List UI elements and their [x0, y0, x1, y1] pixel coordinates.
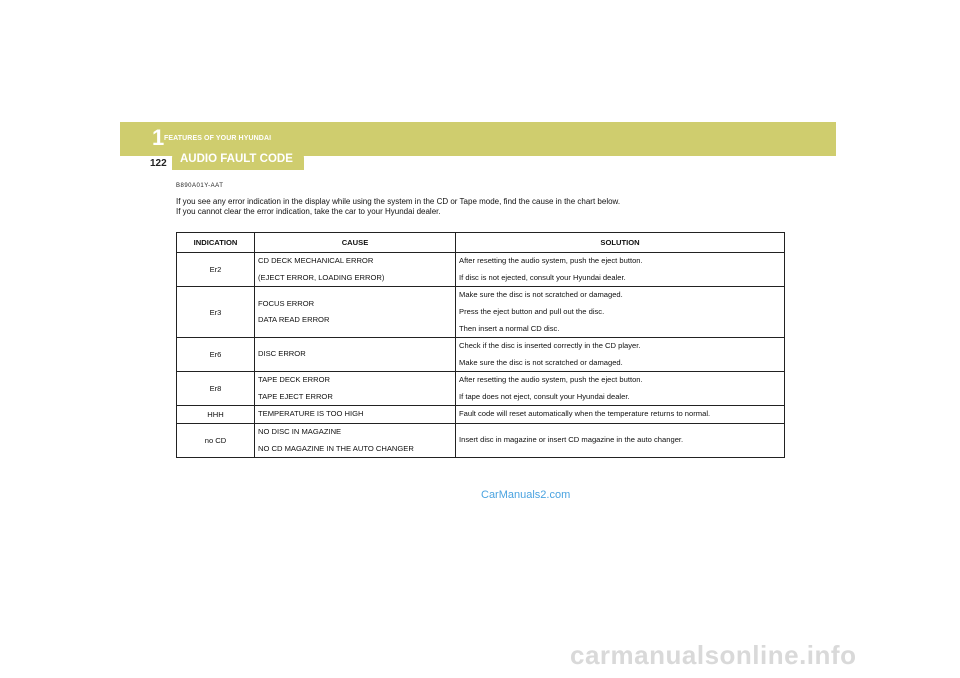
solution-cell [456, 372, 785, 406]
cause-cell [255, 253, 456, 287]
table-header-row [177, 233, 785, 253]
table-row [177, 423, 785, 457]
indication-cell: Er6 [177, 337, 255, 371]
table-row [177, 287, 785, 338]
solution-line: Check if the disc is inserted correctly in the CD player. [459, 341, 641, 351]
indication-cell: Er3 [177, 287, 255, 338]
cause-line: DATA READ ERROR [258, 315, 330, 325]
indication-cell: no CD [177, 423, 255, 457]
fault-code-table [176, 232, 785, 458]
solution-line: Then insert a normal CD disc. [459, 323, 560, 333]
cause-line: FOCUS ERROR [258, 298, 315, 308]
footer-brand-watermark: carmanualsonline.info [570, 640, 857, 670]
table-row [177, 406, 785, 424]
table-row [177, 253, 785, 287]
solution-line: Make sure the disc is not scratched or damaged. [459, 357, 623, 367]
cause-cell [255, 287, 456, 338]
intro-text [176, 197, 620, 217]
solution-line: Fault code will reset automatically when the temperature returns to normal. [459, 409, 711, 419]
solution-cell [456, 406, 785, 424]
intro-line: If you cannot clear the error indication, take the car to your Hyundai dealer. [176, 207, 441, 216]
cause-line: DISC ERROR [258, 349, 306, 359]
solution-line: If disc is not ejected, consult your Hyundai dealer. [459, 272, 626, 282]
cause-cell [255, 337, 456, 371]
indication-cell: Er2 [177, 253, 255, 287]
header-cause: CAUSE [255, 233, 456, 253]
solution-line: Insert disc in magazine or insert CD magazine in the auto changer. [459, 435, 684, 445]
document-code: B890A01Y-AAT [176, 183, 224, 189]
chapter-number: 1 [152, 125, 165, 150]
cause-cell [255, 406, 456, 424]
table-row [177, 372, 785, 406]
page-number: 122 [150, 158, 167, 169]
solution-cell [456, 287, 785, 338]
solution-cell [456, 253, 785, 287]
cause-line: TAPE EJECT ERROR [258, 391, 333, 401]
solution-line: If tape does not eject, consult your Hyundai dealer. [459, 391, 630, 401]
table-row [177, 337, 785, 371]
watermark-link[interactable]: CarManuals2.com [481, 489, 571, 501]
cause-line: TEMPERATURE IS TOO HIGH [258, 409, 364, 419]
header-indication: INDICATION [177, 233, 255, 253]
chapter-title: FEATURES OF YOUR HYUNDAI [164, 135, 272, 142]
cause-cell [255, 423, 456, 457]
solution-line: Make sure the disc is not scratched or damaged. [459, 290, 623, 300]
section-title: AUDIO FAULT CODE [180, 153, 293, 165]
cause-line: NO DISC IN MAGAZINE [258, 426, 342, 436]
indication-cell: Er8 [177, 372, 255, 406]
solution-cell [456, 337, 785, 371]
solution-line: Press the eject button and pull out the disc. [459, 306, 605, 316]
intro-line: If you see any error indication in the display while using the system in the CD or Tape mode, find the cause in the chart below. [176, 197, 621, 206]
solution-line: After resetting the audio system, push the eject button. [459, 256, 643, 266]
cause-line: (EJECT ERROR, LOADING ERROR) [258, 272, 385, 282]
indication-cell: HHH [177, 406, 255, 424]
cause-line: NO CD MAGAZINE IN THE AUTO CHANGER [258, 443, 414, 453]
solution-cell [456, 423, 785, 457]
header-solution: SOLUTION [456, 233, 785, 253]
solution-line: After resetting the audio system, push the eject button. [459, 375, 643, 385]
cause-cell [255, 372, 456, 406]
cause-line: CD DECK MECHANICAL ERROR [258, 256, 374, 266]
cause-line: TAPE DECK ERROR [258, 375, 331, 385]
